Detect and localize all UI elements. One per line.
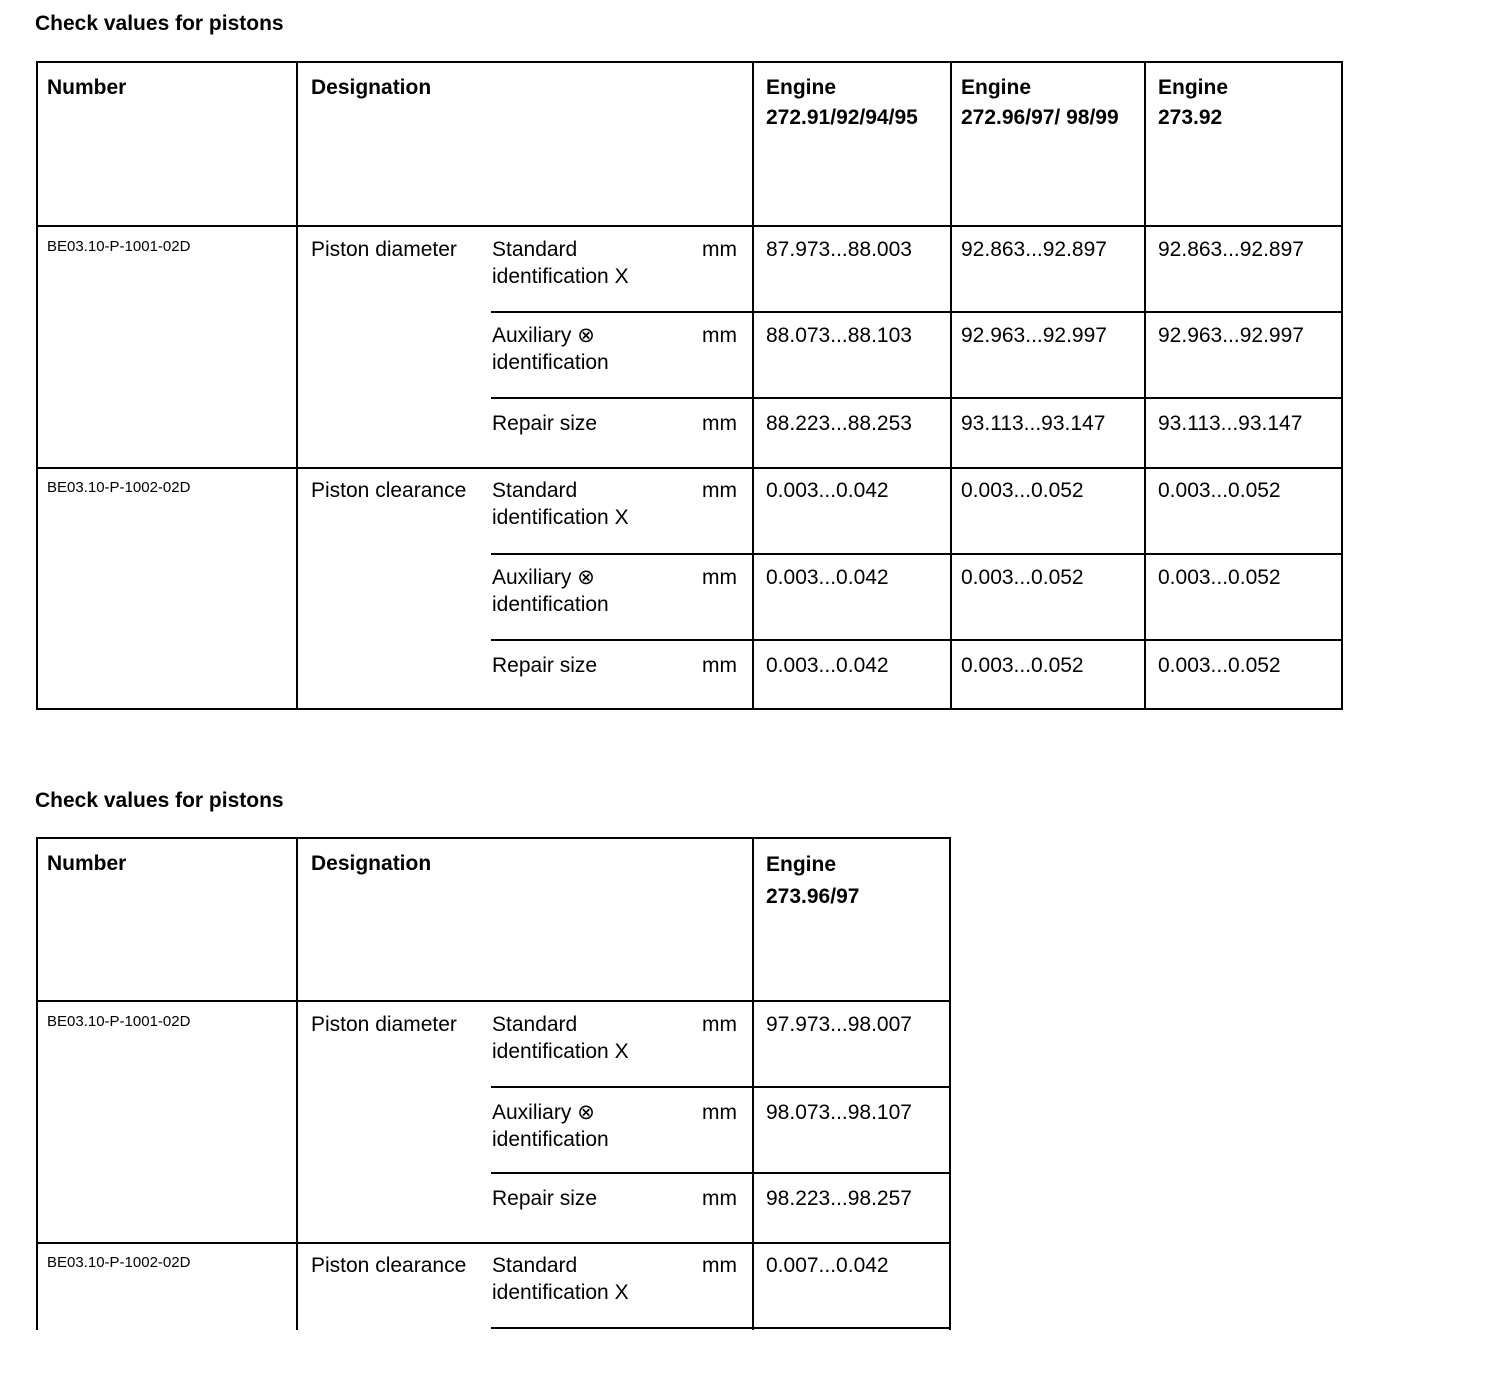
- table2-border-left: [36, 837, 38, 1330]
- engine-model: 273.92: [1158, 106, 1223, 129]
- engine-model: 272.96/97/ 98/99: [961, 106, 1119, 129]
- table2-group2-designation: Piston clearance: [311, 1254, 467, 1277]
- table2-group-divider: [36, 1242, 951, 1244]
- value-cell: 0.003...0.052: [1158, 479, 1281, 502]
- table2-row-divider: [491, 1327, 951, 1329]
- table1-col-divider: [950, 61, 952, 710]
- value-cell: 92.963...92.997: [1158, 324, 1304, 347]
- unit: mm: [702, 238, 737, 261]
- table1-header-engine-1: [766, 73, 918, 133]
- table2-col-divider: [296, 837, 298, 1330]
- value-cell: 92.963...92.997: [961, 324, 1107, 347]
- spec-label: Auxiliary ⊗ identification: [492, 1101, 609, 1151]
- value-cell: 87.973...88.003: [766, 238, 912, 261]
- table1-col-divider: [1144, 61, 1146, 710]
- value-cell: 88.073...88.103: [766, 324, 912, 347]
- table2-col-divider: [752, 837, 754, 1330]
- unit: mm: [702, 1013, 737, 1036]
- spec-label: Auxiliary ⊗ identification: [492, 324, 609, 374]
- table1-group2-number: BE03.10-P-1002-02D: [47, 479, 191, 496]
- engine-model: 272.91/92/94/95: [766, 106, 918, 129]
- table2-header-designation: Designation: [311, 852, 432, 875]
- table2-border-right: [949, 837, 951, 1330]
- unit: mm: [702, 324, 737, 347]
- spec-label: Standard identification X: [492, 1013, 629, 1063]
- value-cell: 0.003...0.042: [766, 654, 889, 677]
- value-cell: 0.003...0.052: [961, 654, 1084, 677]
- spec-label: Repair size: [492, 654, 598, 677]
- spec-label: Auxiliary ⊗ identification: [492, 566, 609, 616]
- value-cell: 92.863...92.897: [1158, 238, 1304, 261]
- table1-header-engine-2: [961, 73, 1119, 133]
- engine-label: Engine: [766, 853, 837, 876]
- value-cell: 93.113...93.147: [1158, 412, 1303, 435]
- table2-group2-number: BE03.10-P-1002-02D: [47, 1254, 191, 1271]
- engine-model: 273.96/97: [766, 885, 860, 908]
- table2-title: Check values for pistons: [35, 789, 284, 812]
- table1-border-left: [36, 61, 38, 710]
- value-cell: 0.003...0.052: [1158, 654, 1281, 677]
- table2-group1-number: BE03.10-P-1001-02D: [47, 1013, 191, 1030]
- table2-header-engine-1: [766, 849, 859, 913]
- table2-row-divider: [491, 1086, 951, 1088]
- unit: mm: [702, 479, 737, 502]
- value-cell: 0.003...0.052: [961, 566, 1084, 589]
- value-cell: 0.003...0.042: [766, 479, 889, 502]
- spec-label: Standard identification X: [492, 238, 629, 288]
- spec-label: Repair size: [492, 1187, 598, 1210]
- value-cell: 98.223...98.257: [766, 1187, 912, 1210]
- table2-header-divider: [36, 1000, 951, 1002]
- value-cell: 0.003...0.052: [1158, 566, 1281, 589]
- table1-header-designation: Designation: [311, 76, 432, 99]
- unit: mm: [702, 412, 737, 435]
- value-cell: 0.003...0.042: [766, 566, 889, 589]
- table1-border-top: [36, 61, 1343, 63]
- table1-row-divider: [491, 553, 1343, 555]
- unit: mm: [702, 654, 737, 677]
- table1-title: Check values for pistons: [35, 12, 284, 35]
- unit: mm: [702, 566, 737, 589]
- table2-row-divider: [491, 1172, 951, 1174]
- unit: mm: [702, 1254, 737, 1277]
- spec-label: Standard identification X: [492, 1254, 629, 1304]
- unit: mm: [702, 1101, 737, 1124]
- unit: mm: [702, 1187, 737, 1210]
- value-cell: 0.003...0.052: [961, 479, 1084, 502]
- value-cell: 88.223...88.253: [766, 412, 912, 435]
- table1-header-number: Number: [47, 76, 127, 99]
- table1-group1-number: BE03.10-P-1001-02D: [47, 238, 191, 255]
- value-cell: 97.973...98.007: [766, 1013, 912, 1036]
- table1-group1-designation: Piston diameter: [311, 238, 457, 261]
- value-cell: 93.113...93.147: [961, 412, 1106, 435]
- table1-col-divider: [752, 61, 754, 710]
- spec-label: Repair size: [492, 412, 598, 435]
- table2-border-top: [36, 837, 951, 839]
- table1-border-right: [1341, 61, 1343, 710]
- table1-header-divider: [36, 225, 1343, 227]
- table1-header-engine-3: [1158, 73, 1228, 133]
- table1-col-divider: [296, 61, 298, 710]
- engine-label: Engine: [766, 76, 837, 99]
- table1-row-divider: [491, 311, 1343, 313]
- table1-border-bottom: [36, 708, 1343, 710]
- engine-label: Engine: [961, 76, 1032, 99]
- engine-label: Engine: [1158, 76, 1229, 99]
- table2-header-number: Number: [47, 852, 127, 875]
- value-cell: 92.863...92.897: [961, 238, 1107, 261]
- spec-label: Standard identification X: [492, 479, 629, 529]
- table1-row-divider: [491, 639, 1343, 641]
- value-cell: 98.073...98.107: [766, 1101, 912, 1124]
- table1-row-divider: [491, 397, 1343, 399]
- table1-group2-designation: Piston clearance: [311, 479, 467, 502]
- value-cell: 0.007...0.042: [766, 1254, 889, 1277]
- table2-group1-designation: Piston diameter: [311, 1013, 457, 1036]
- table1-group-divider: [36, 467, 1343, 469]
